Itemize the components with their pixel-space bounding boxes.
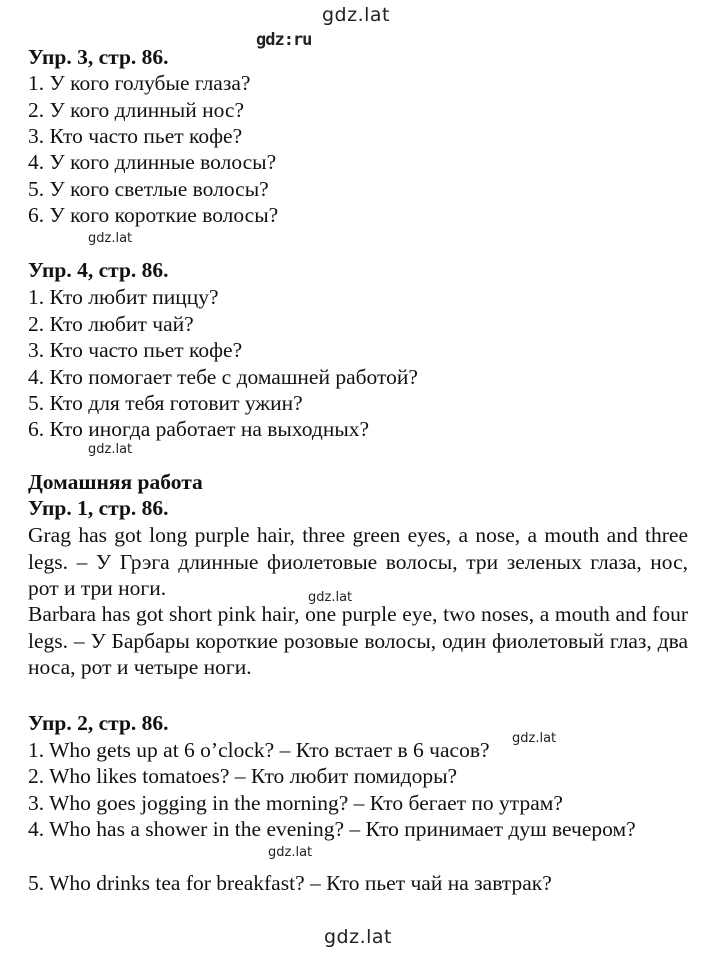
list-item: 4. У кого длинные волосы? xyxy=(28,150,277,174)
homework-title: Домашняя работа xyxy=(28,470,203,494)
list-item: 1. У кого голубые глаза? xyxy=(28,71,251,95)
paragraph: Barbara has got short pink hair, one purple eye, two noses, a mouth and four legs. – У Барбары короткие розовые волосы, один фиолетовый глаз, два носа, рот и четыре ноги. xyxy=(28,602,688,679)
section-heading: Упр. 1, стр. 86. xyxy=(28,496,169,520)
section-heading: Упр. 3, стр. 86. xyxy=(28,45,169,69)
watermark-top: gdz.lat xyxy=(322,4,391,26)
watermark-small: gdz.lat xyxy=(88,231,133,246)
section-heading: Упр. 4, стр. 86. xyxy=(28,258,169,282)
list-item: 2. Who likes tomatoes? – Кто любит помидоры? xyxy=(28,764,458,788)
watermark-small: gdz.lat xyxy=(512,731,557,746)
list-item: 1. Who gets up at 6 o’clock? – Кто встает в 6 часов? xyxy=(28,738,490,762)
list-item: 2. У кого длинный нос? xyxy=(28,98,244,122)
list-item: 5. Кто для тебя готовит ужин? xyxy=(28,391,303,415)
list-item: 3. Who goes jogging in the morning? – Кто бегает по утрам? xyxy=(28,791,563,815)
paragraph: Grag has got long purple hair, three green eyes, a nose, a mouth and three legs. – У Грэга длинные фиолетовые волосы, три зеленых глаза, нос, рот и три ноги. xyxy=(28,523,688,600)
list-item: 3. Кто часто пьет кофе? xyxy=(28,124,243,148)
list-item: 5. У кого светлые волосы? xyxy=(28,177,269,201)
watermark-bottom: gdz.lat xyxy=(324,926,393,948)
list-item: 6. У кого короткие волосы? xyxy=(28,203,279,227)
list-item: 2. Кто любит чай? xyxy=(28,312,194,336)
list-item: 6. Кто иногда работает на выходных? xyxy=(28,417,370,441)
list-item: 4. Кто помогает тебе с домашней работой? xyxy=(28,365,418,389)
list-item: 4. Who has a shower in the evening? – Кто принимает душ вечером? xyxy=(28,817,636,841)
list-item: 1. Кто любит пиццу? xyxy=(28,285,219,309)
watermark-small: gdz.lat xyxy=(88,442,133,457)
section-heading: Упр. 2, стр. 86. xyxy=(28,711,169,735)
watermark-small: gdz.lat xyxy=(268,845,313,860)
list-item: 3. Кто часто пьет кофе? xyxy=(28,338,243,362)
list-item: 5. Who drinks tea for breakfast? – Кто пьет чай на завтрак? xyxy=(28,871,552,895)
watermark-small: gdz.lat xyxy=(308,590,353,605)
watermark-logo: gdz:ru xyxy=(256,30,312,50)
